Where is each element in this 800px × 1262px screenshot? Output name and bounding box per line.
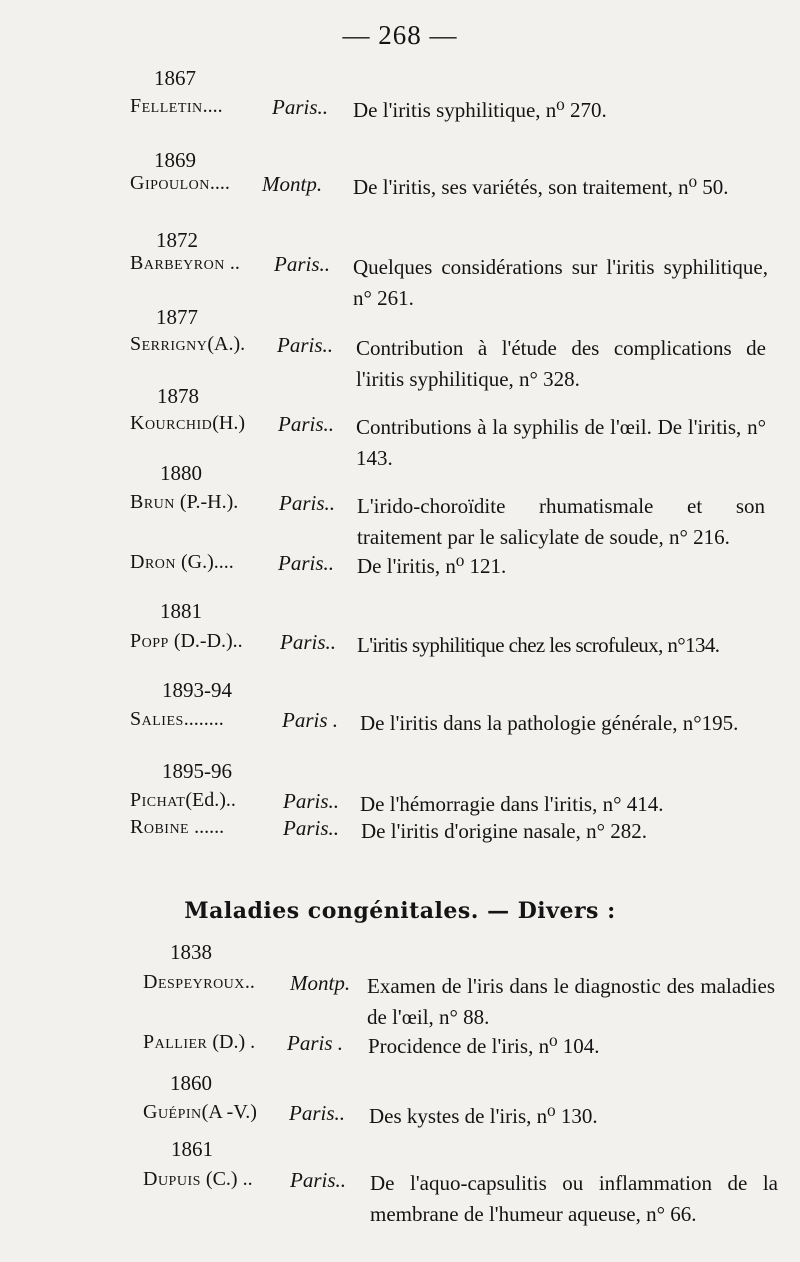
entry-author: Pichat(Ed.).. xyxy=(130,789,236,811)
page-number: — 268 — xyxy=(342,20,458,50)
entry-title: L'irido-choroïdite rhumatismale et son traitement par le salicylate de soude, n° 216. xyxy=(357,494,765,549)
year-heading: 1893-94 xyxy=(162,678,232,702)
entry-place: Paris.. xyxy=(290,1168,347,1192)
entry-title: De l'iritis, ses variétés, son traitement, n⁰ 50. xyxy=(353,175,729,199)
entry-title: Examen de l'iris dans le diagnostic des maladies de l'œil, n° 88. xyxy=(367,974,775,1029)
entry-place: Paris.. xyxy=(274,252,331,276)
entry-author: Guépin(A -V.) xyxy=(143,1101,257,1123)
section-heading: Maladies congénitales. — Divers : xyxy=(184,898,616,924)
entry-title: Quelques considérations sur l'iritis syphilitique, n° 261. xyxy=(353,255,768,310)
entry-title: L'iritis syphilitique chez les scrofuleux, n°134. xyxy=(357,633,720,657)
year-heading: 1880 xyxy=(160,461,202,485)
entry-author: Felletin.... xyxy=(130,95,223,117)
entry-place: Paris.. xyxy=(278,412,335,436)
year-heading: 1872 xyxy=(156,228,198,252)
entry-title: De l'iritis syphilitique, n⁰ 270. xyxy=(353,98,607,122)
entry-author: Despeyroux.. xyxy=(143,971,255,993)
year-heading: 1869 xyxy=(154,148,196,172)
entry-title: Contributions à la syphilis de l'œil. De l'iritis, n° 143. xyxy=(356,415,766,470)
year-heading: 1861 xyxy=(171,1137,213,1161)
entry-place: Paris.. xyxy=(283,789,340,813)
entry-place: Paris.. xyxy=(272,95,329,119)
entry-author: Gipoulon.... xyxy=(130,172,230,194)
entry-title: De l'aquo-capsulitis ou inflammation de la membrane de l'humeur aqueuse, n° 66. xyxy=(370,1171,778,1226)
entry-author: Serrigny(A.). xyxy=(130,333,246,355)
year-heading: 1867 xyxy=(154,66,196,90)
entry-place: Paris . xyxy=(287,1031,344,1055)
entry-title: Des kystes de l'iris, n⁰ 130. xyxy=(369,1104,598,1128)
entry-author: Popp (D.-D.).. xyxy=(130,630,243,652)
entry-author: Barbeyron .. xyxy=(130,252,240,274)
entry-place: Paris . xyxy=(282,708,339,732)
year-heading: 1878 xyxy=(157,384,199,408)
entry-place: Montp. xyxy=(290,971,351,995)
entry-place: Paris.. xyxy=(283,816,340,840)
entry-author: Kourchid(H.) xyxy=(130,412,245,434)
year-heading: 1895-96 xyxy=(162,759,232,783)
year-heading: 1838 xyxy=(170,940,212,964)
entry-author: Pallier (D.) . xyxy=(143,1031,256,1053)
entry-author: Robine ...... xyxy=(130,816,225,838)
year-heading: 1860 xyxy=(170,1071,212,1095)
entry-author: Salies........ xyxy=(130,708,224,730)
entry-place: Paris.. xyxy=(278,551,335,575)
entry-title: De l'iritis dans la pathologie générale, n°195. xyxy=(360,711,739,735)
entry-author: Brun (P.-H.). xyxy=(130,491,239,513)
entry-author: Dupuis (C.) .. xyxy=(143,1168,253,1190)
entry-title: De l'iritis d'origine nasale, n° 282. xyxy=(361,819,647,843)
entry-title: Contribution à l'étude des complications de l'iritis syphilitique, n° 328. xyxy=(356,336,766,391)
entry-title: Procidence de l'iris, n⁰ 104. xyxy=(368,1034,600,1058)
entry-place: Paris.. xyxy=(279,491,336,515)
year-heading: 1881 xyxy=(160,599,202,623)
entry-title: De l'hémorragie dans l'iritis, n° 414. xyxy=(360,792,664,816)
entry-place: Paris.. xyxy=(280,630,337,654)
entry-place: Montp. xyxy=(262,172,323,196)
entry-place: Paris.. xyxy=(277,333,334,357)
entry-place: Paris.. xyxy=(289,1101,346,1125)
entry-author: Dron (G.).... xyxy=(130,551,234,573)
year-heading: 1877 xyxy=(156,305,198,329)
entry-title: De l'iritis, n⁰ 121. xyxy=(357,554,507,578)
